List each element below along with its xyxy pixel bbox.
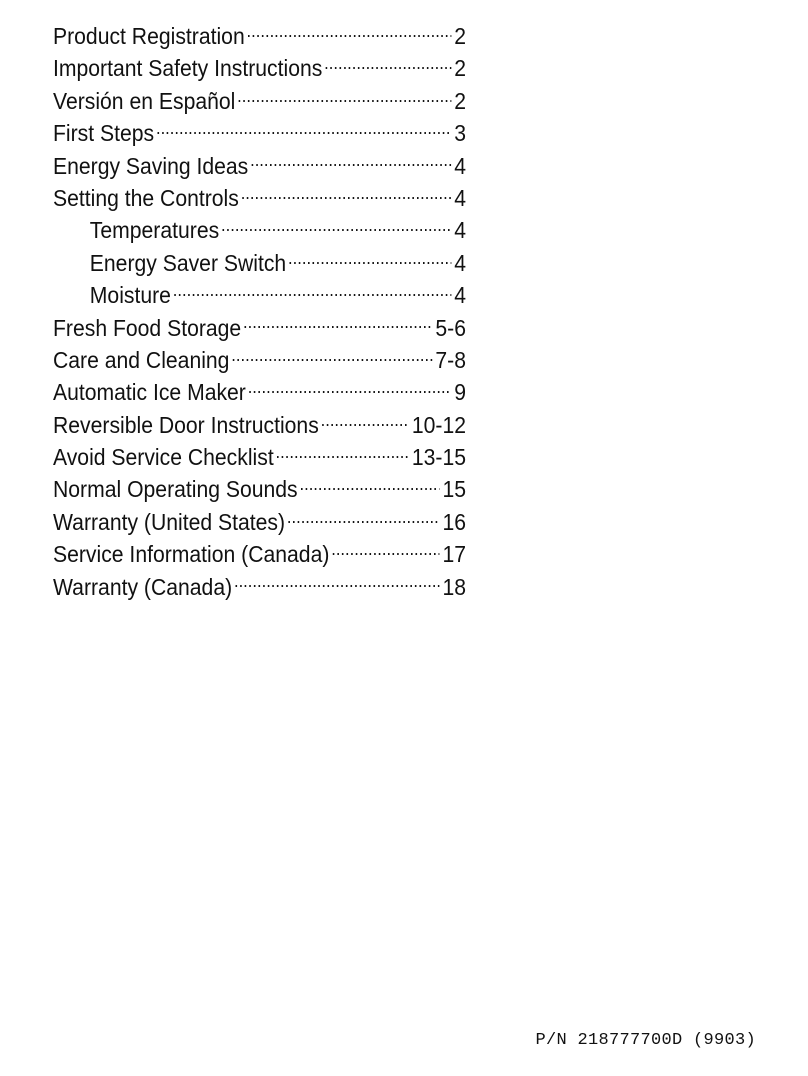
toc-dot-leader bbox=[287, 507, 440, 530]
toc-dot-leader bbox=[248, 377, 452, 400]
toc-entry-label: Setting the Controls bbox=[53, 184, 239, 211]
toc-entry bbox=[53, 571, 466, 603]
toc-entry-label: Warranty (Canada) bbox=[53, 573, 233, 600]
toc-entry bbox=[53, 150, 466, 182]
toc-entry bbox=[53, 20, 466, 52]
toc-entry-page: 13-15 bbox=[411, 444, 467, 471]
toc-dot-leader bbox=[321, 410, 409, 433]
toc-entry-label: Service Information (Canada) bbox=[53, 541, 330, 568]
toc-entry-page: 4 bbox=[454, 184, 467, 211]
toc-entry bbox=[53, 85, 466, 117]
toc-entry-label: Moisture bbox=[89, 282, 171, 309]
toc-entry bbox=[53, 441, 466, 473]
toc-dot-leader bbox=[241, 183, 452, 206]
toc-dot-leader bbox=[156, 118, 452, 141]
toc-dot-leader bbox=[231, 345, 432, 368]
toc-dot-leader bbox=[250, 151, 451, 174]
toc-entry-label: Temperatures bbox=[89, 217, 220, 244]
toc-dot-leader bbox=[234, 572, 440, 595]
toc-dot-leader bbox=[331, 539, 439, 562]
toc-entry bbox=[53, 117, 466, 149]
toc-subentry bbox=[53, 214, 466, 246]
toc-dot-leader bbox=[247, 21, 452, 44]
toc-entry-page: 2 bbox=[454, 87, 467, 114]
toc-entry-label: Energy Saver Switch bbox=[89, 249, 287, 276]
toc-entry-page: 3 bbox=[454, 120, 467, 147]
toc-entry-page: 7-8 bbox=[435, 346, 467, 373]
toc-dot-leader bbox=[173, 280, 452, 303]
toc-entry-page: 2 bbox=[454, 55, 467, 82]
toc-entry-label: Warranty (United States) bbox=[53, 508, 286, 535]
toc-entry-label: First Steps bbox=[53, 120, 155, 147]
toc-entry bbox=[53, 506, 466, 538]
part-number: P/N 218777700D (9903) bbox=[535, 1031, 756, 1050]
toc-dot-leader bbox=[324, 53, 451, 76]
toc-entry-page: 10-12 bbox=[411, 411, 467, 438]
toc-entry-page: 5-6 bbox=[435, 314, 467, 341]
toc-entry-page: 9 bbox=[454, 379, 467, 406]
toc-entry-page: 16 bbox=[442, 508, 467, 535]
toc-entry-page: 15 bbox=[442, 476, 467, 503]
toc-dot-leader bbox=[276, 442, 410, 465]
toc-entry-page: 2 bbox=[454, 23, 467, 49]
toc-entry bbox=[53, 473, 466, 505]
toc-entry bbox=[53, 344, 466, 376]
toc-entry bbox=[53, 52, 466, 84]
toc-entry-label: Automatic Ice Maker bbox=[53, 379, 246, 406]
toc-dot-leader bbox=[299, 474, 439, 497]
toc-entry-label: Reversible Door Instructions bbox=[53, 411, 319, 438]
toc-entry-label: Avoid Service Checklist bbox=[53, 444, 274, 471]
toc-dot-leader bbox=[243, 313, 433, 336]
toc-subentry bbox=[53, 247, 466, 279]
toc-entry-label: Versión en Español bbox=[53, 87, 236, 114]
toc-entry-label: Important Safety Instructions bbox=[53, 55, 323, 82]
toc-entry-label: Product Registration bbox=[53, 23, 245, 49]
toc-entry bbox=[53, 376, 466, 408]
toc-entry-page: 4 bbox=[454, 249, 467, 276]
toc-entry-label: Care and Cleaning bbox=[53, 346, 230, 373]
toc-entry-label: Energy Saving Ideas bbox=[53, 152, 249, 179]
toc-entry-page: 4 bbox=[454, 152, 467, 179]
toc-entry-label: Normal Operating Sounds bbox=[53, 476, 298, 503]
toc-entry bbox=[53, 409, 466, 441]
toc-entry bbox=[53, 312, 466, 344]
toc-entry bbox=[53, 538, 466, 570]
toc-subentry bbox=[53, 279, 466, 311]
toc-entry-page: 4 bbox=[454, 282, 467, 309]
toc-entry-page: 18 bbox=[442, 573, 467, 600]
toc-dot-leader bbox=[221, 215, 451, 238]
table-of-contents bbox=[53, 20, 466, 603]
toc-dot-leader bbox=[237, 86, 451, 109]
toc-entry-page: 17 bbox=[442, 541, 467, 568]
toc-dot-leader bbox=[288, 248, 451, 271]
toc-entry bbox=[53, 182, 466, 214]
toc-entry-label: Fresh Food Storage bbox=[53, 314, 242, 341]
toc-entry-page: 4 bbox=[454, 217, 467, 244]
